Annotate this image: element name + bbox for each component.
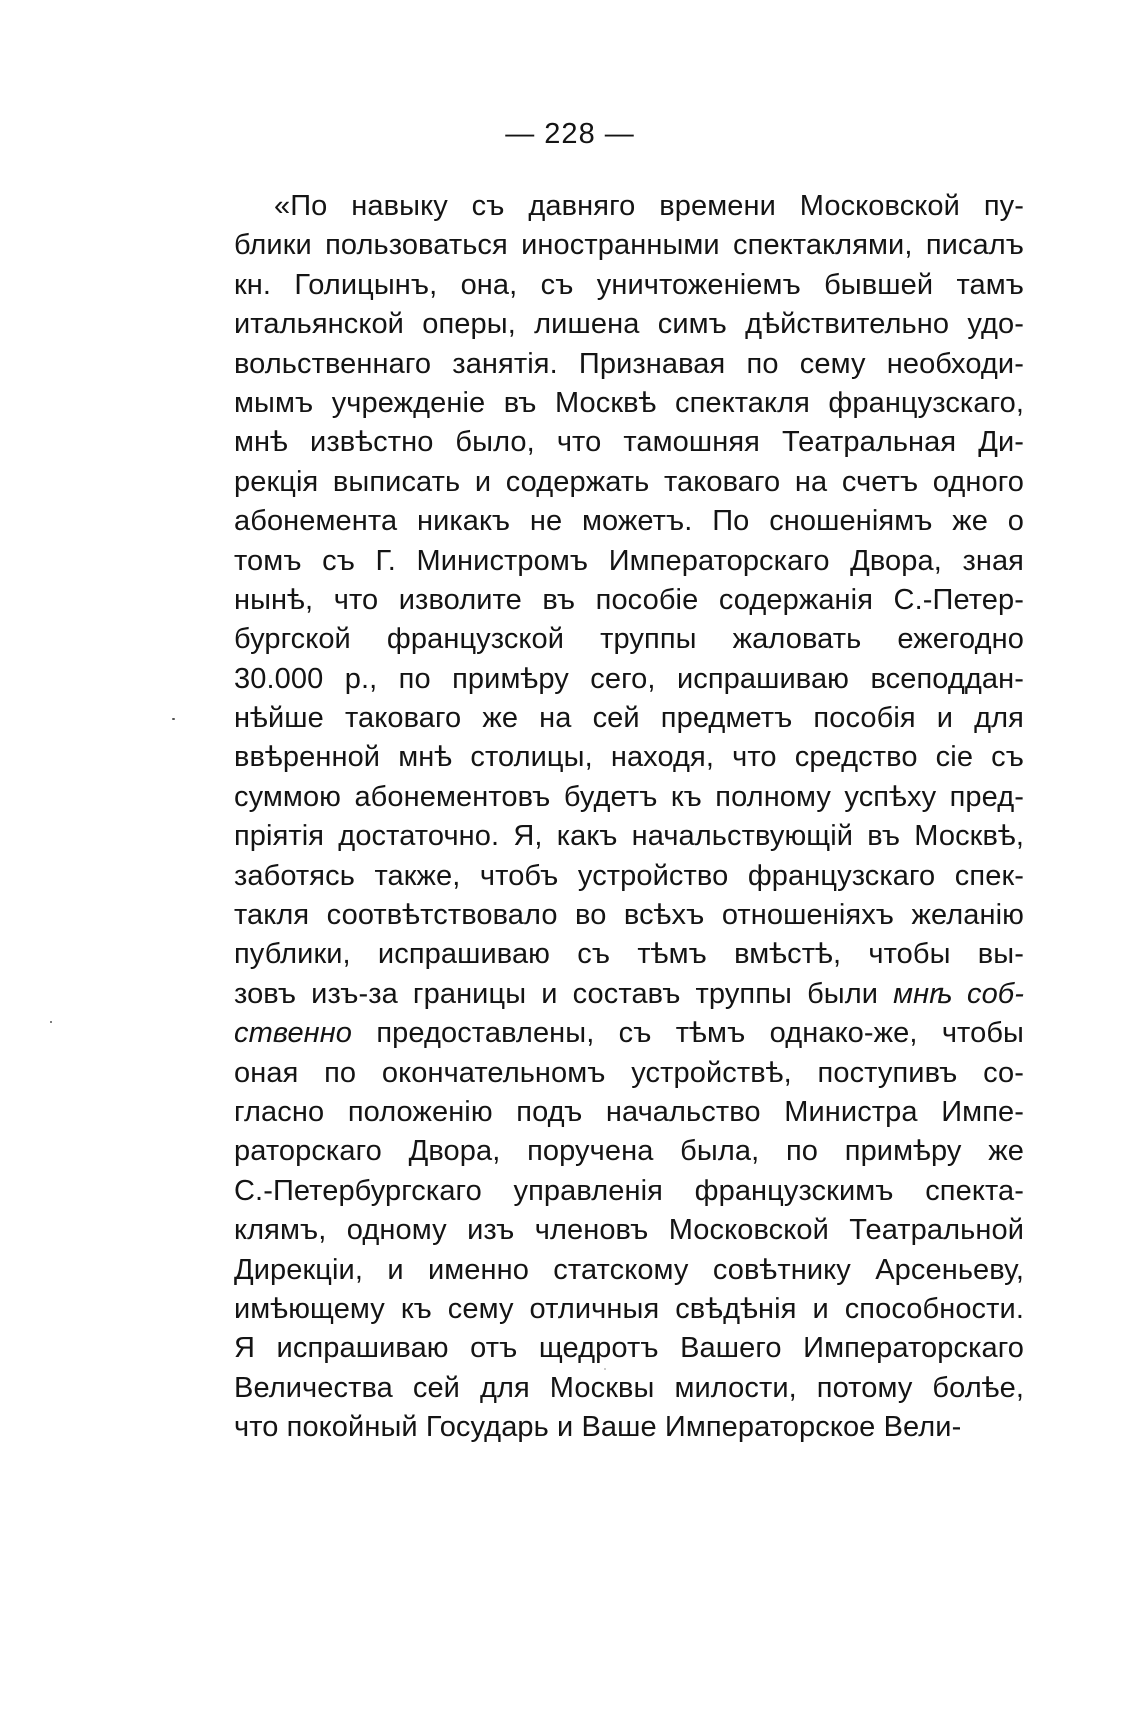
text-line: заботясь также, чтобъ устройство французскаго спек- bbox=[234, 859, 1024, 892]
text-line: мнѣ извѣстно было, что тамошняя Театральная Ди- bbox=[234, 426, 1024, 459]
text-line-with-italic bbox=[234, 1014, 1024, 1053]
text-line: 30.000 р., по примѣру сего, испрашиваю всеподдан- bbox=[234, 662, 1024, 695]
text-line: «По навыку съ давняго времени Московской пу- bbox=[274, 190, 1024, 222]
text-line: раторскаго Двора, поручена была, по примѣру же bbox=[234, 1135, 1024, 1168]
text-line-with-italic bbox=[234, 975, 1024, 1014]
text-line: нѣйше таковаго же на сей предметъ пособія и для bbox=[234, 702, 1024, 735]
text-segment: зовъ изъ-за границы и составъ труппы были bbox=[234, 977, 879, 1010]
text-line: томъ съ Г. Министромъ Императорскаго Двора, зная bbox=[234, 544, 1024, 577]
text-line: рекція выписать и содержать таковаго на счетъ одного bbox=[234, 465, 1024, 498]
text-line: что покойный Государь и Ваше Императорское Вели- bbox=[234, 1411, 962, 1444]
text-line: оная по окончательномъ устройствѣ, поступивъ со- bbox=[234, 1056, 1024, 1089]
text-line: ввѣренной мнѣ столицы, находя, что средство сіе съ bbox=[234, 741, 1024, 774]
italic-text: ственно bbox=[234, 1017, 353, 1050]
text-line: блики пользоваться иностранными спектаклями, писалъ bbox=[234, 229, 1024, 262]
text-line: клямъ, одному изъ членовъ Московской Театральной bbox=[234, 1214, 1024, 1247]
text-line: Дирекціи, и именно статскому совѣтнику Арсеньеву, bbox=[234, 1253, 1024, 1286]
text-line: Я испрашиваю отъ щедротъ Вашего Императорскаго bbox=[234, 1332, 1024, 1365]
text-line: итальянской оперы, лишена симъ дѣйствительно удо- bbox=[234, 308, 1024, 341]
text-line: гласно положенію подъ начальство Министра Импе- bbox=[234, 1095, 1024, 1128]
text-segment: предоставлены, съ тѣмъ однако-же, чтобы bbox=[376, 1017, 1024, 1050]
text-line: Величества сей для Москвы милости, потому болѣе, bbox=[234, 1371, 1024, 1404]
text-line: имѣющему къ сему отличныя свѣдѣнія и способности. bbox=[234, 1292, 1024, 1325]
text-line: такля соотвѣтствовало во всѣхъ отношеніяхъ желанію bbox=[234, 899, 1024, 932]
scan-speck bbox=[604, 1368, 606, 1370]
text-line: суммою абонементовъ будетъ къ полному успѣху пред- bbox=[234, 780, 1024, 813]
italic-text: мнѣ соб- bbox=[893, 977, 1024, 1010]
scan-speck bbox=[172, 718, 175, 720]
text-line: публики, испрашиваю съ тѣмъ вмѣстѣ, чтобы вы- bbox=[234, 938, 1024, 971]
text-line: бургской французской труппы жаловать ежегодно bbox=[234, 623, 1024, 656]
text-line: мымъ учрежденіе въ Москвѣ спектакля французскаго, bbox=[234, 386, 1024, 419]
text-line: абонемента никакъ не можетъ. По сношеніямъ же о bbox=[234, 505, 1024, 538]
text-line: С.-Петербургскаго управленія французскимъ спекта- bbox=[234, 1174, 1024, 1207]
text-line: пріятія достаточно. Я, какъ начальствующій въ Москвѣ, bbox=[234, 820, 1024, 853]
scan-speck bbox=[50, 1021, 52, 1023]
text-line: нынѣ, что изволите въ пособіе содержанія С.-Петер- bbox=[234, 583, 1024, 616]
page-number: — 228 — bbox=[505, 118, 635, 150]
text-line: кн. Голицынъ, она, съ уничтоженiемъ бывшей тамъ bbox=[234, 268, 1024, 301]
body-text bbox=[234, 187, 1024, 1448]
text-line: вольственнаго занятія. Признавая по сему необходи- bbox=[234, 347, 1024, 380]
